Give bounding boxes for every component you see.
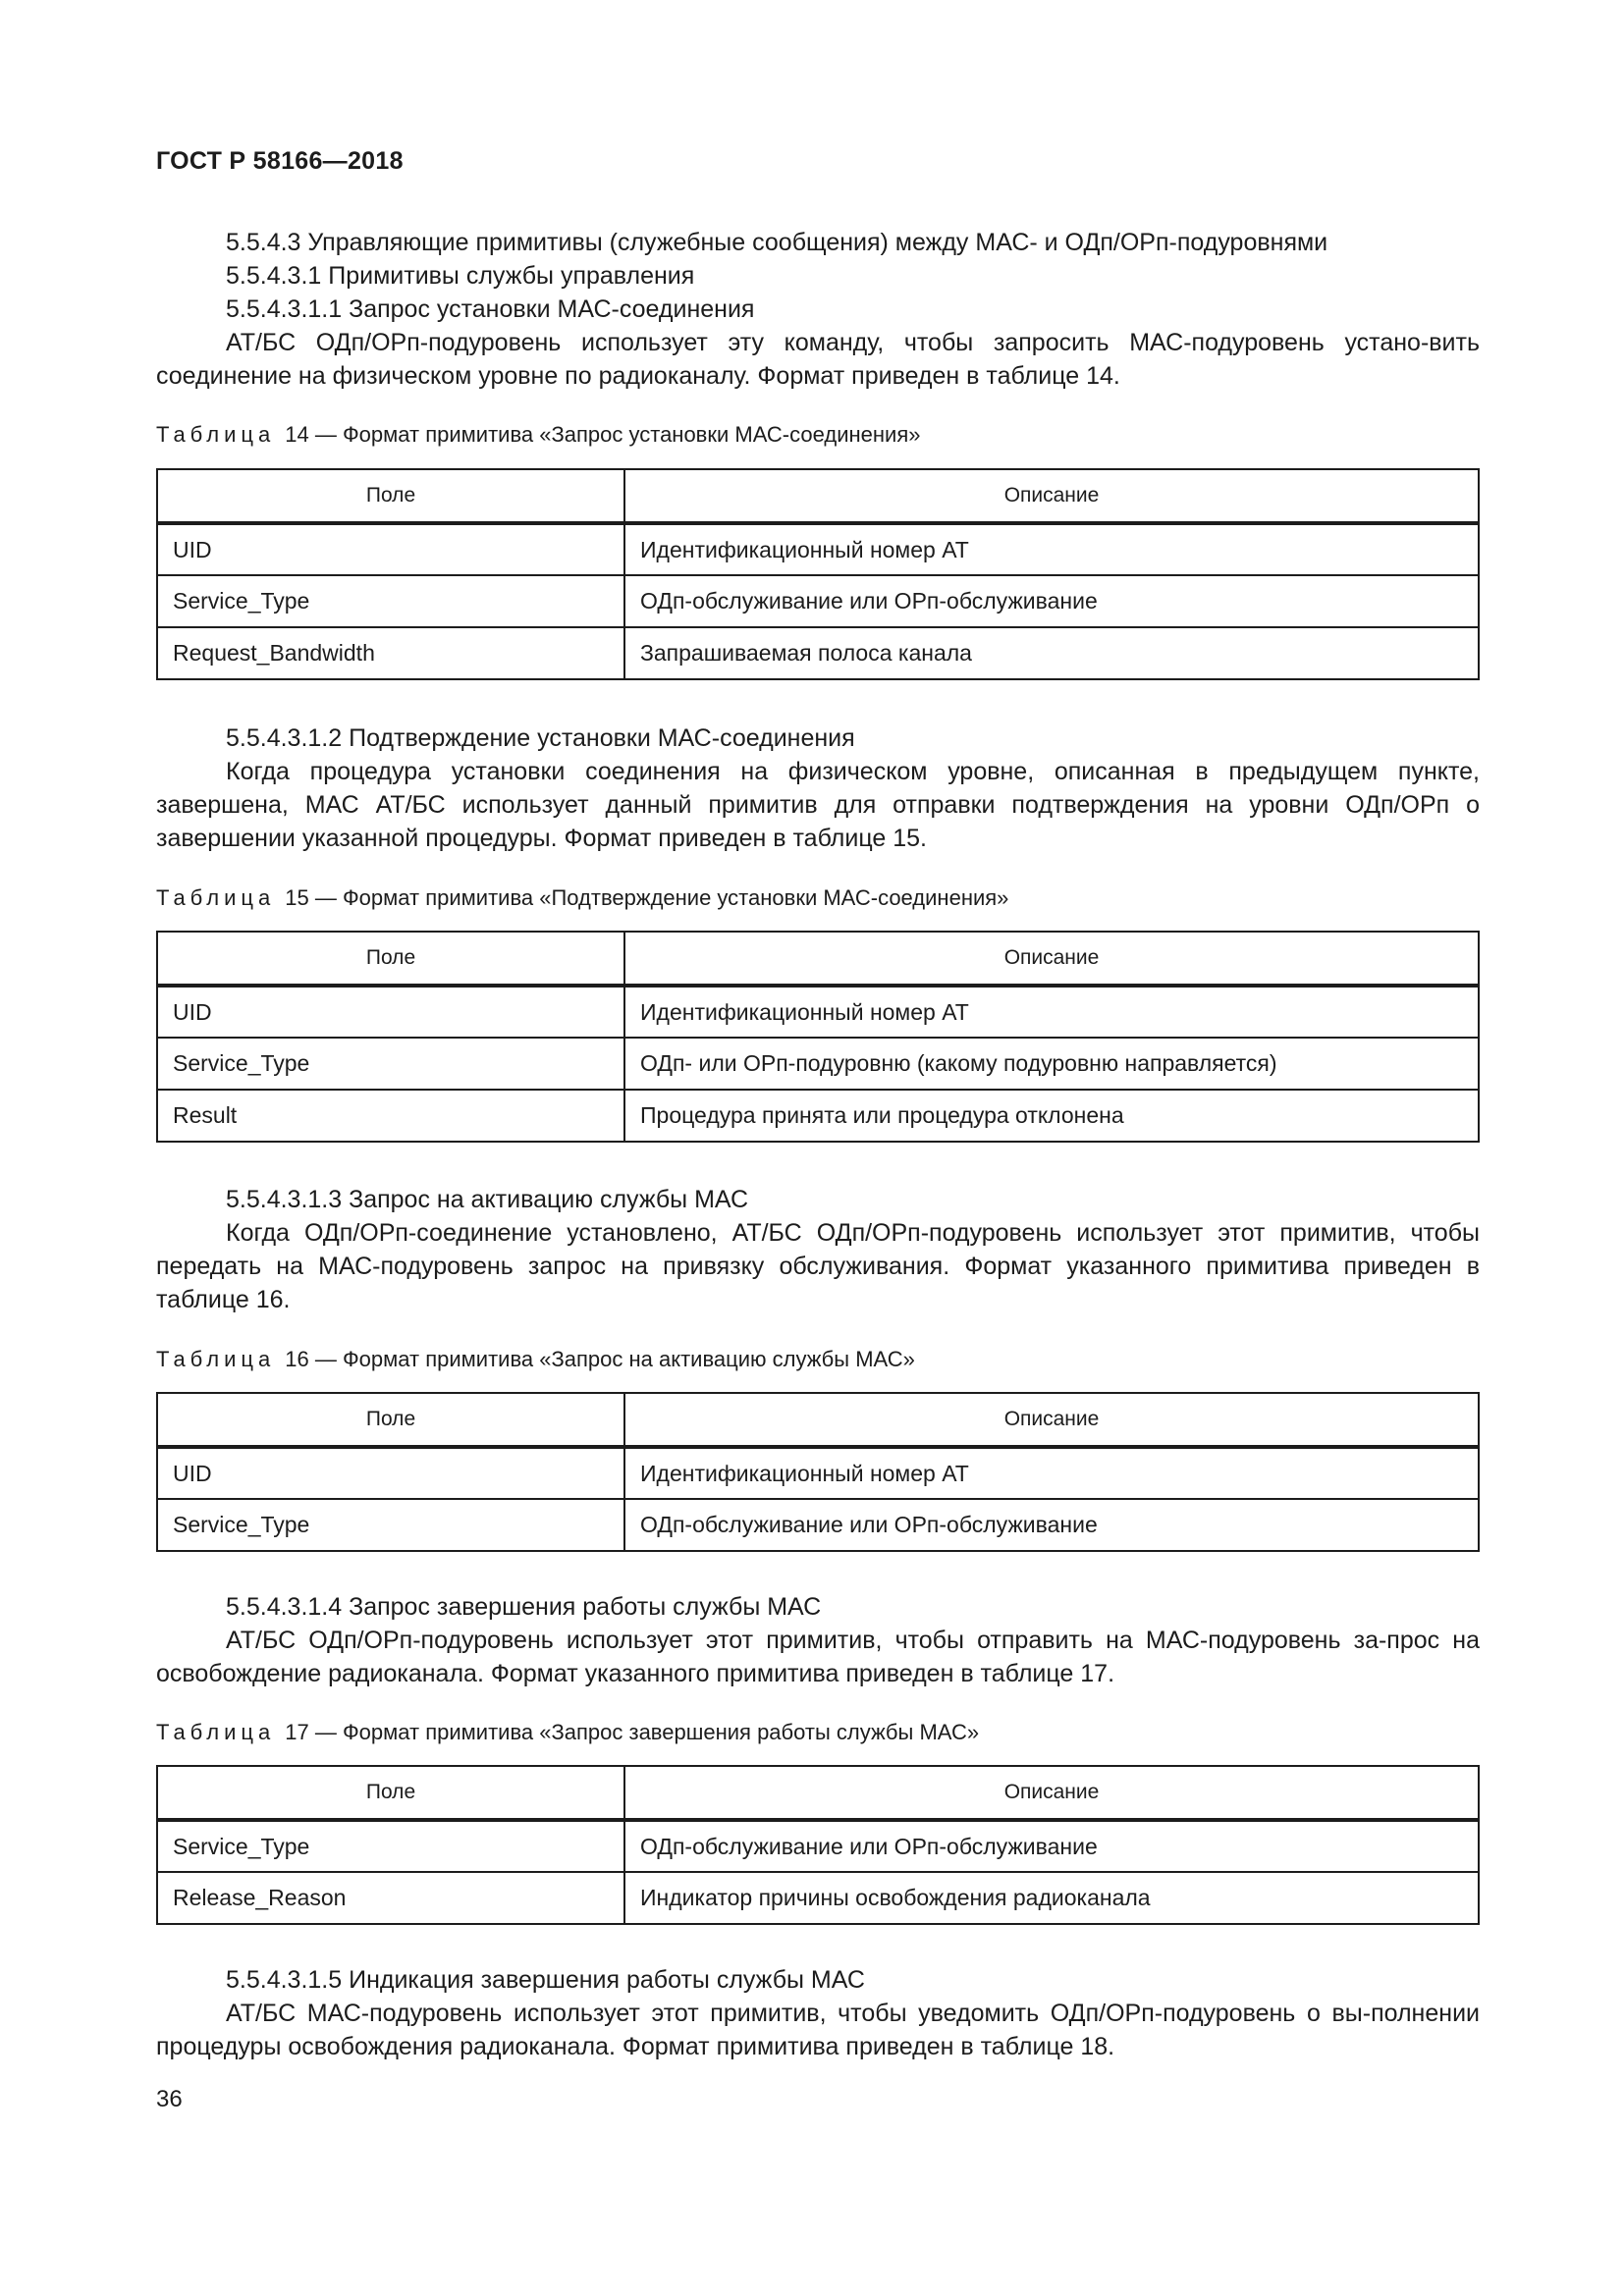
table-cell: Идентификационный номер АТ bbox=[624, 986, 1479, 1038]
table-row bbox=[157, 1499, 1479, 1551]
paragraph: АТ/БС МАС-подуровень использует этот примитив, чтобы уведомить ОДп/ОРп-подуровень о вы-полнении процедуры освобождения радиоканала. Формат примитива приведен в таблице 18. bbox=[156, 2000, 1480, 2060]
table-15 bbox=[156, 931, 1480, 1143]
heading: 5.5.4.3.1.4 Запрос завершения работы службы МАС bbox=[226, 1593, 822, 1621]
table-cell: ОДп- или ОРп-подуровню (какому подуровню направляется) bbox=[624, 1038, 1479, 1090]
table-cell: Запрашиваемая полоса канала bbox=[624, 627, 1479, 679]
table-17 bbox=[156, 1765, 1480, 1925]
table-header-row bbox=[157, 1766, 1479, 1820]
table-row bbox=[157, 1820, 1479, 1872]
paragraph: АТ/БС ОДп/ОРп-подуровень использует этот примитив, чтобы отправить на МАС-подуровень за-прос на освобождение радиоканала. Формат указанного примитива приведен в таблице 17. bbox=[156, 1627, 1480, 1687]
table-cell: ОДп-обслуживание или ОРп-обслуживание bbox=[624, 575, 1479, 627]
table-cell: Service_Type bbox=[157, 1499, 624, 1551]
table-cell: Индикатор причины освобождения радиоканала bbox=[624, 1872, 1479, 1924]
table-cell: Идентификационный номер АТ bbox=[624, 523, 1479, 575]
heading: 5.5.4.3.1.3 Запрос на активацию службы МАС bbox=[226, 1186, 749, 1213]
table-cell: UID bbox=[157, 986, 624, 1038]
heading: 5.5.4.3.1 Примитивы службы управления bbox=[226, 262, 695, 290]
table-16 bbox=[156, 1392, 1480, 1552]
heading: 5.5.4.3 Управляющие примитивы (служебные сообщения) между МАС- и ОДп/ОРп-подуровнями bbox=[226, 229, 1328, 256]
paragraph: Когда процедура установки соединения на физическом уровне, описанная в предыдущем пункте, завершена, МАС АТ/БС использует данный примитив для отправки подтверждения на уровни ОДп/ОРп о завершении указанной процедуры. Формат приведен в таблице 15. bbox=[156, 758, 1480, 852]
table-caption bbox=[156, 885, 1008, 911]
table-cell: ОДп-обслуживание или ОРп-обслуживание bbox=[624, 1820, 1479, 1872]
section-4 bbox=[156, 1590, 1480, 1690]
table-header-row bbox=[157, 1393, 1479, 1447]
paragraph: Когда ОДп/ОРп-соединение установлено, АТ/БС ОДп/ОРп-подуровень использует этот примитив, чтобы передать на МАС-подуровень запрос на привязку обслуживания. Формат указанного примитива приведен в таблице 16. bbox=[156, 1219, 1480, 1313]
table-row bbox=[157, 1038, 1479, 1090]
table-caption bbox=[156, 1347, 915, 1372]
heading: 5.5.4.3.1.5 Индикация завершения работы службы МАС bbox=[226, 1966, 865, 1994]
table-row bbox=[157, 627, 1479, 679]
table-row bbox=[157, 575, 1479, 627]
table-caption bbox=[156, 422, 920, 448]
caption-label: Таблица bbox=[156, 1720, 276, 1744]
caption-label: Таблица bbox=[156, 422, 276, 447]
table-cell: UID bbox=[157, 1447, 624, 1499]
table-caption bbox=[156, 1720, 979, 1745]
table-cell: UID bbox=[157, 523, 624, 575]
header-cell: Описание bbox=[624, 469, 1479, 523]
header-cell: Описание bbox=[624, 932, 1479, 986]
table-row bbox=[157, 523, 1479, 575]
table-row bbox=[157, 1090, 1479, 1142]
heading: 5.5.4.3.1.1 Запрос установки МАС-соединения bbox=[226, 295, 755, 323]
table-cell: Result bbox=[157, 1090, 624, 1142]
table-cell: Release_Reason bbox=[157, 1872, 624, 1924]
table-cell: Service_Type bbox=[157, 1820, 624, 1872]
page-number: 36 bbox=[156, 2086, 183, 2112]
section-3 bbox=[156, 1183, 1480, 1316]
table-cell: Идентификационный номер АТ bbox=[624, 1447, 1479, 1499]
table-cell: ОДп-обслуживание или ОРп-обслуживание bbox=[624, 1499, 1479, 1551]
document-header: ГОСТ Р 58166—2018 bbox=[156, 147, 404, 175]
header-cell: Поле bbox=[157, 932, 624, 986]
caption-label: Таблица bbox=[156, 885, 276, 910]
section-5 bbox=[156, 1963, 1480, 2063]
table-row bbox=[157, 986, 1479, 1038]
table-row bbox=[157, 1447, 1479, 1499]
header-cell: Поле bbox=[157, 1393, 624, 1447]
table-header-row bbox=[157, 932, 1479, 986]
caption-text: 15 — Формат примитива «Подтверждение установки МАС-соединения» bbox=[285, 885, 1009, 910]
header-cell: Описание bbox=[624, 1393, 1479, 1447]
section-1 bbox=[156, 226, 1480, 393]
header-cell: Поле bbox=[157, 469, 624, 523]
header-cell: Описание bbox=[624, 1766, 1479, 1820]
caption-text: 17 — Формат примитива «Запрос завершения работы службы МАС» bbox=[285, 1720, 980, 1744]
table-cell: Service_Type bbox=[157, 1038, 624, 1090]
table-cell: Процедура принята или процедура отклонена bbox=[624, 1090, 1479, 1142]
caption-text: 16 — Формат примитива «Запрос на активацию службы МАС» bbox=[285, 1347, 915, 1371]
caption-label: Таблица bbox=[156, 1347, 276, 1371]
paragraph: АТ/БС ОДп/ОРп-подуровень использует эту команду, чтобы запросить МАС-подуровень устано-вить соединение на физическом уровне по радиоканалу. Формат приведен в таблице 14. bbox=[156, 329, 1480, 390]
table-cell: Request_Bandwidth bbox=[157, 627, 624, 679]
table-14 bbox=[156, 468, 1480, 680]
table-header-row bbox=[157, 469, 1479, 523]
table-row bbox=[157, 1872, 1479, 1924]
section-2 bbox=[156, 721, 1480, 855]
table-cell: Service_Type bbox=[157, 575, 624, 627]
caption-text: 14 — Формат примитива «Запрос установки МАС-соединения» bbox=[285, 422, 921, 447]
header-cell: Поле bbox=[157, 1766, 624, 1820]
heading: 5.5.4.3.1.2 Подтверждение установки МАС-соединения bbox=[226, 724, 855, 752]
